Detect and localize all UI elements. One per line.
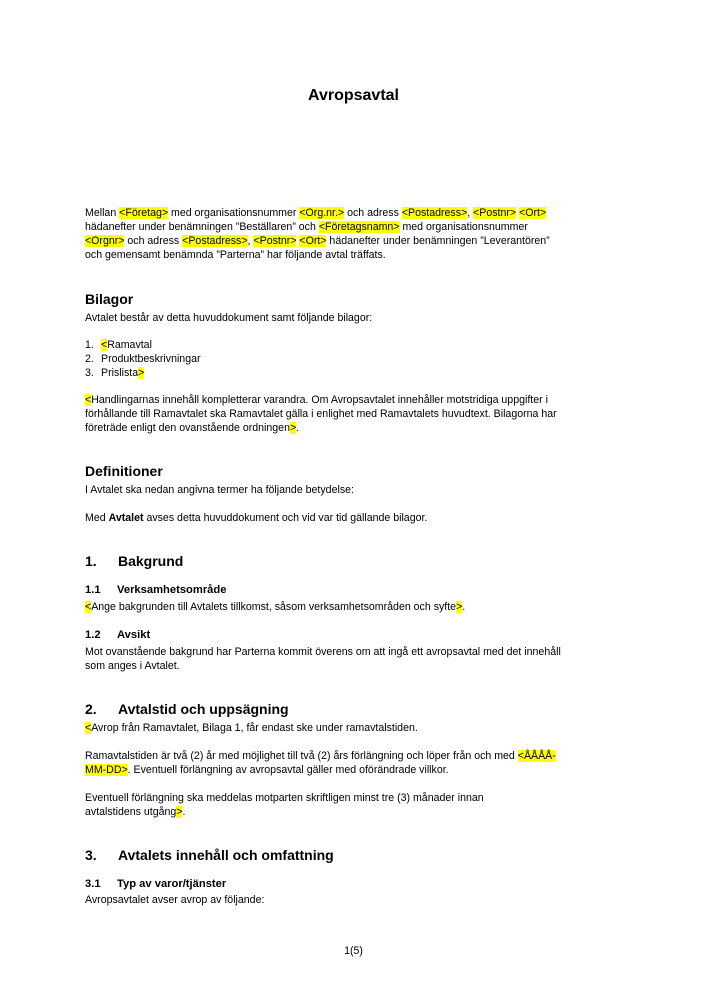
placeholder-postnr: <Postnr>: [473, 207, 517, 219]
bilagor-note: <Handlingarnas innehåll kompletterar varandra. Om Avropsavtalet innehåller motstridiga uppgifter i förhållande till Ramavtalet ska Ramavtalet gälla i enlighet med Ramavtalets huvudtext. Bilagorna har företräde enligt den ovanstående ordningen>.: [85, 394, 557, 434]
intro-line-3: <Orgnr> och adress <Postadress>, <Postnr> <Ort> hädanefter under benämningen ”Leverantören”: [85, 235, 550, 247]
placeholder-orgnr-2: <Orgnr>: [85, 235, 125, 247]
list-item: 1. <Ramavtal: [85, 339, 152, 351]
list-item: 2. Produktbeskrivningar: [85, 353, 201, 365]
placeholder-ort-2: <Ort>: [299, 235, 327, 247]
heading-bilagor: Bilagor: [85, 291, 134, 307]
section-1-1-text: <Ange bakgrunden till Avtalets tillkomst, såsom verksamhetsområden och syfte>.: [85, 601, 466, 613]
intro-paragraph: [85, 206, 625, 262]
section-2-p1: <Avrop från Ramavtalet, Bilaga 1, får endast ske under ramavtalstiden.: [85, 722, 418, 734]
intro-line-2: hädanefter under benämningen ”Beställaren” och <Företagsnamn> med organisationsnummer: [85, 221, 528, 233]
placeholder-postnr-2: <Postnr>: [253, 235, 297, 247]
heading-section-3-1: 3.1 Typ av varor/tjänster: [85, 878, 227, 890]
heading-section-2: 2. Avtalstid och uppsägning: [85, 701, 289, 717]
heading-section-1-2: 1.2 Avsikt: [85, 629, 151, 641]
placeholder-postadress: <Postadress>: [401, 207, 468, 219]
intro-line-1: Mellan <Företag> med organisationsnummer <Org.nr.> och adress <Postadress>, <Postnr> <Ort>: [85, 207, 547, 219]
heading-section-3: 3. Avtalets innehåll och omfattning: [85, 847, 334, 863]
document-title: Avropsavtal: [308, 87, 399, 104]
bilagor-intro: Avtalet består av detta huvuddokument samt följande bilagor:: [85, 312, 373, 324]
placeholder-foretagsnamn: <Företagsnamn>: [318, 221, 400, 233]
placeholder-date: <ÅÅÅÅ-: [517, 750, 556, 762]
heading-section-1: 1. Bakgrund: [85, 553, 184, 569]
page-number: 1(5): [344, 945, 363, 957]
list-item: 3. Prislista>: [85, 367, 145, 379]
definitioner-intro: I Avtalet ska nedan angivna termer ha följande betydelse:: [85, 484, 354, 496]
placeholder-postadress-2: <Postadress>: [182, 235, 248, 247]
definition-avtalet: Med Avtalet avses detta huvuddokument och vid var tid gällande bilagor.: [85, 512, 428, 524]
placeholder-ort: <Ort>: [519, 207, 547, 219]
bilagor-list: [85, 338, 625, 380]
section-1-2-text: Mot ovanstående bakgrund har Parterna kommit överens om att ingå ett avropsavtal med det innehåll som anges i Avtalet.: [85, 646, 561, 672]
section-3-1-text: Avropsavtalet avser avrop av följande:: [85, 894, 265, 906]
placeholder-orgnr: <Org.nr.>: [299, 207, 345, 219]
intro-line-4: och gemensamt benämnda ”Parterna” har följande avtal träffats.: [85, 249, 386, 261]
section-2-p2: Ramavtalstiden är två (2) år med möjlighet till två (2) års förlängning och löper från och med <ÅÅÅÅ- MM-DD>. Eventuell förlängning av avropsavtal gäller med oförändrade villkor.: [85, 750, 556, 776]
heading-definitioner: Definitioner: [85, 463, 163, 479]
placeholder-date-cont: MM-DD>: [85, 764, 128, 776]
placeholder-foretag: <Företag>: [119, 207, 169, 219]
heading-section-1-1: 1.1 Verksamhetsområde: [85, 584, 227, 596]
section-2-p3: Eventuell förlängning ska meddelas motparten skriftligen minst tre (3) månader innan avtalstidens utgång>.: [85, 792, 484, 818]
